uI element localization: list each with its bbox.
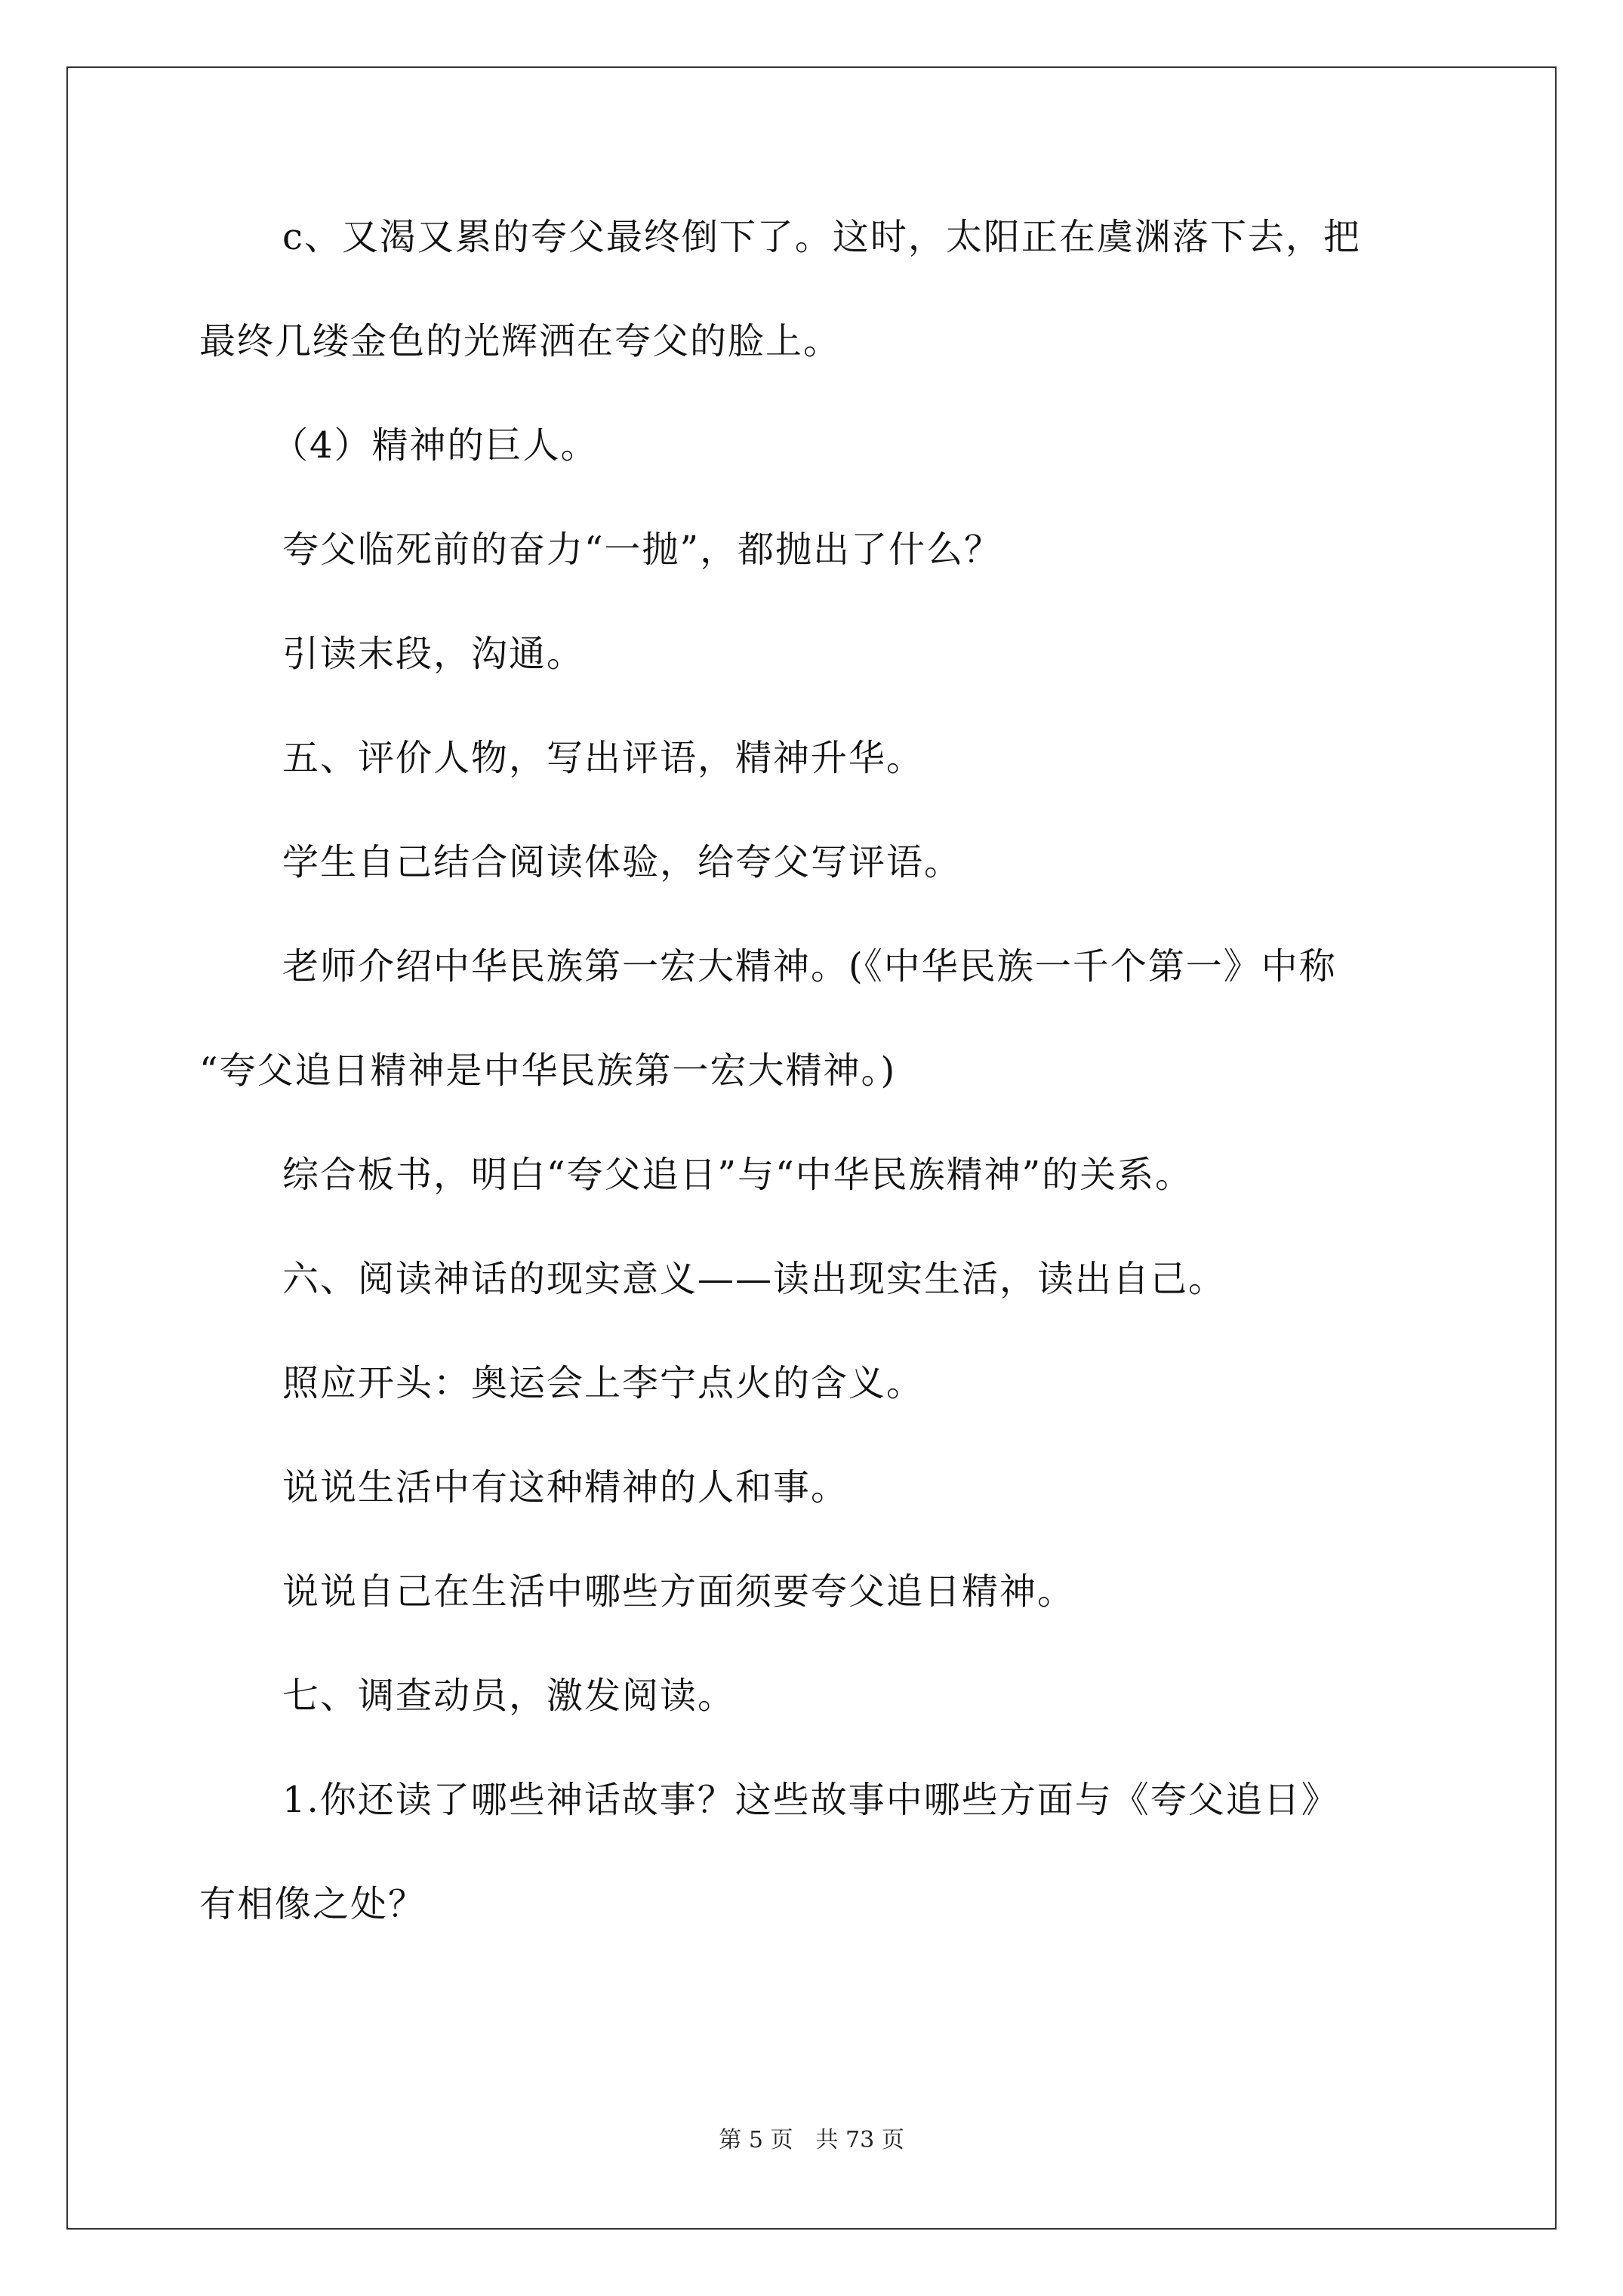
page-number-footer: 第 5 页 共 73 页: [719, 2127, 904, 2153]
paragraph-line: 六、阅读神话的现实意义——读出现实生活，读出自己。: [282, 1258, 1227, 1300]
paragraph-question: [199, 529, 1437, 571]
paragraph-item-1: [199, 1779, 1437, 1925]
paragraph-student-comment: [199, 841, 1437, 883]
paragraph-board-summary: [199, 1154, 1437, 1196]
paragraph-line: 学生自己结合阅读体验，给夸父写评语。: [282, 841, 962, 883]
paragraph-line: 照应开头：奥运会上李宁点火的含义。: [282, 1362, 925, 1404]
paragraph-line: 说说自己在生活中哪些方面须要夸父追日精神。: [282, 1570, 1076, 1613]
section-heading-5: [199, 737, 1437, 779]
paragraph-line: 夸父临死前的奋力“一抛”，都抛出了什么？: [282, 529, 1002, 571]
paragraph-line: 引读末段，沟通。: [282, 633, 585, 675]
paragraph-line: 七、调查动员，激发阅读。: [282, 1675, 736, 1717]
paragraph-life-examples: [199, 1466, 1437, 1509]
paragraph-line: 最终几缕金色的光辉洒在夸父的脸上。: [199, 320, 842, 362]
document-body: [199, 216, 1437, 1925]
section-heading-4: [199, 424, 1437, 467]
paragraph-line: （4）精神的巨人。: [272, 424, 599, 467]
paragraph-line: 老师介绍中华民族第一宏大精神。(《中华民族一千个第一》中称: [282, 945, 1337, 988]
paragraph-line: 五、评价人物，写出评语，精神升华。: [282, 737, 925, 779]
paragraph-line: c、又渴又累的夸父最终倒下了。这时，太阳正在虞渊落下去，把: [282, 216, 1361, 258]
paragraph-line: “夸父追日精神是中华民族第一宏大精神。): [199, 1049, 897, 1092]
section-heading-6: [199, 1258, 1437, 1300]
paragraph-line: 说说生活中有这种精神的人和事。: [282, 1466, 849, 1509]
paragraph-line: 1.你还读了哪些神话故事？这些故事中哪些方面与《夸父追日》: [282, 1779, 1339, 1821]
paragraph-line: 有相像之处？: [199, 1883, 427, 1925]
paragraph-line: 综合板书，明白“夸父追日”与“中华民族精神”的关系。: [282, 1154, 1193, 1196]
paragraph-guided-reading: [199, 633, 1437, 675]
paragraph-opening-callback: [199, 1362, 1437, 1404]
paragraph-teacher-intro: [199, 945, 1437, 1092]
paragraph-c: [199, 216, 1437, 362]
section-heading-7: [199, 1675, 1437, 1717]
paragraph-self-reflection: [199, 1570, 1437, 1613]
